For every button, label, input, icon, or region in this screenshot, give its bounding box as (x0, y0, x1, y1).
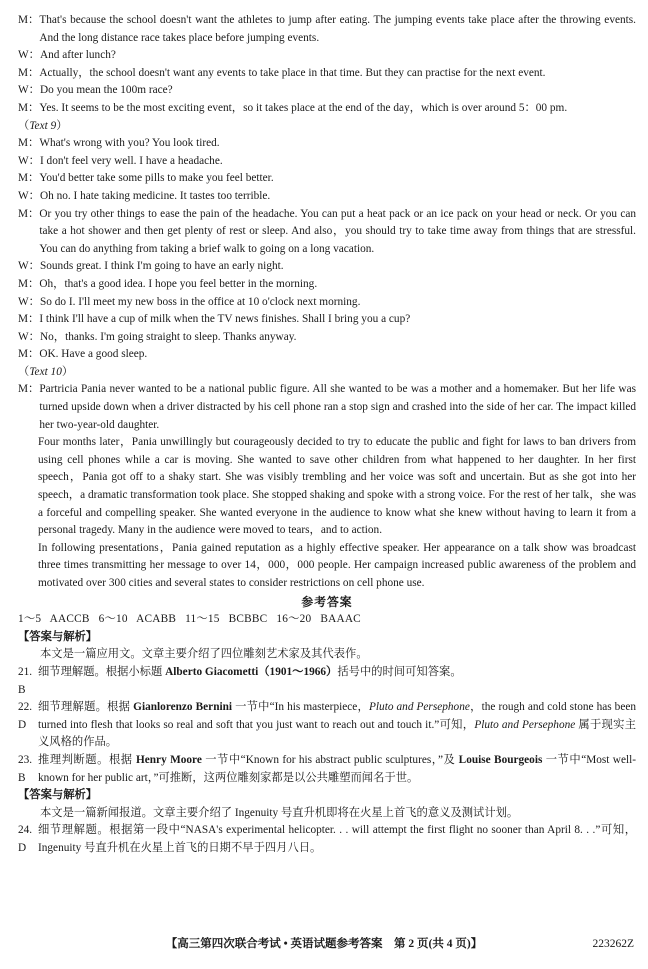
speaker-label: W： (18, 154, 40, 167)
text9-label (18, 118, 636, 136)
speaker-label: M： (18, 14, 40, 26)
dialogue-text: Do you mean the 100m race? (39, 84, 173, 97)
text10-label (18, 364, 636, 382)
speaker-label: W： (18, 49, 40, 62)
dialogue-text: OK. Have a good sleep. (39, 348, 148, 361)
speaker-label: W： (18, 189, 40, 202)
dialogue-text: I think I'll have a cup of milk when the TV news finishes. Shall I bring you a cup? (39, 313, 411, 326)
bold-reference: Gianlorenzo Bernini (133, 701, 233, 714)
text-segment: 一节中“In his masterpiece， (232, 701, 370, 714)
text10-paragraph-3: In following presentations，Pania gained reputation as a highly effective speaker. Her appearance on a talk show was broadcast three times transmitting her message to over 14，000，000 people. Her campaign increased public awareness of the problem and motivated over 300 cities and several states to consider restrictions on cell phone use. (38, 541, 636, 589)
dialogue-text: Or you try other things to ease the pain of the headache. You can put a heat pack or an ice pack on your head or neck. Or you can take a hot shower and then get plenty of rest or sleep. And also，you should try to take time away from things that are stressful. You can do anything from taking a brief walk to going on a long vacation. (39, 207, 636, 255)
speaker-label: M： (18, 277, 40, 290)
transcript-text8-continued (18, 12, 636, 118)
analysis-heading-1: 【答案与解析】 (18, 630, 98, 643)
dialogue-line (18, 47, 636, 65)
answer-key-title: 参考答案 (301, 594, 353, 609)
dialogue-text: So do I. I'll meet my new boss in the office at 10 o'clock next morning. (39, 295, 361, 308)
dialogue-text: No，thanks. I'm going straight to sleep. Thanks anyway. (39, 330, 297, 343)
speaker-label: W： (18, 330, 40, 343)
question-number: 21. B (18, 665, 33, 696)
question-number: 23. B (18, 753, 33, 784)
question-number: 24. D (18, 824, 33, 854)
text-segment: 一节中“Known for his abstract public sculptures，”及 (201, 753, 459, 766)
speaker-label: M： (18, 101, 40, 114)
bold-reference: Louise Bourgeois (458, 753, 543, 766)
analysis-heading-2: 【答案与解析】 (18, 789, 98, 802)
dialogue-line (18, 188, 636, 206)
dialogue-line (18, 346, 636, 364)
text9-label-close: ） (56, 119, 68, 132)
explanation-text (38, 752, 636, 787)
dialogue-text: I don't feel very well. I have a headache. (39, 154, 223, 167)
explanation-q23 (18, 752, 636, 787)
answer-key-line: 1～5 AACCB 6～10 ACABB 11～15 BCBBC 16～20 BAAAC (18, 613, 361, 626)
speaker-label: M： (18, 313, 40, 326)
dialogue-line (18, 153, 636, 171)
dialogue-line (18, 12, 636, 47)
text9-label-open: （ (18, 119, 30, 132)
explanation-text (38, 664, 636, 699)
dialogue-line (18, 170, 636, 188)
text-segment: 细节理解题。根据 (38, 701, 134, 714)
speaker-label: W： (18, 295, 40, 308)
dialogue-line (18, 258, 636, 276)
explanation-text (38, 699, 636, 752)
dialogue-line (18, 82, 636, 100)
text10-label-name: Text 10 (29, 365, 62, 378)
text-segment: 推理判断题。根据 (38, 753, 136, 766)
text10-paragraph-1: Partricia Pania never wanted to be a national public figure. All she wanted to be was a mother and a homemaker. But her life was turned upside down when a driver distracted by his cell phone ran a stop sign and crashed into the side of her car. The impact killed her two-year-old daughter. (39, 383, 636, 431)
footer-title: 【高三第四次联合考试 • 英语试题参考答案 第 2 页(共 4 页)】 (165, 938, 483, 950)
dialogue-line (18, 135, 636, 153)
speaker-label: M： (18, 383, 40, 396)
question-number: 22. D (18, 701, 33, 731)
transcript-text9 (18, 135, 636, 364)
dialogue-text: Sounds great. I think I'm going to have an early night. (39, 260, 284, 273)
explanation-text: 细节理解题。根据第一段中“NASA's experimental helicopter. . . will attempt the first flight no sooner than April 8. . .”可知，Ingenuity 号直升机在火星上首飞的日期不早于四月八日。 (38, 824, 636, 854)
text-segment: 细节理解题。根据小标题 (38, 665, 166, 678)
dialogue-line (18, 206, 636, 259)
explanation-q24 (18, 822, 636, 857)
italic-title: Pluto and Persephone (369, 701, 470, 714)
explanation-q21 (18, 664, 636, 699)
text10-paragraph-2: Four months later，Pania unwillingly but courageously decided to try to educate the public and fight for laws to ban drivers from using cell phones while a car is moving. She wanted to save other children from what happened to her daughter. In her first speech，Pania got off to a shaky start. She was visibly trembling and her voice was soft and uncertain. But as she got into her speech，a dramatic transformation took place. She stopped shaking and spoke with a strong voice. For the rest of her talk，she was a forceful and compelling speaker. She wanted everyone in the audience to know what she knew without having to learn it from a personal tragedy. Many in the audience were moved to tears，and to action. (38, 436, 636, 537)
speaker-label: M： (18, 348, 40, 361)
text10-monologue (18, 381, 636, 434)
bold-reference: Alberto Giacometti（1901～1966） (165, 665, 338, 678)
speaker-label: M： (18, 66, 40, 79)
text10-label-close: ） (61, 365, 74, 378)
text10-label-open: （ (18, 365, 30, 378)
dialogue-text: You'd better take some pills to make you feel better. (39, 172, 274, 185)
dialogue-line (18, 276, 636, 294)
bold-reference: Henry Moore (135, 753, 202, 766)
text-segment: ，the rough and cold stone has been turned into flesh that looks so real and soft that you just want to reach out and touch it.”可知， (38, 701, 636, 731)
dialogue-text: Actually，the school doesn't want any events to take place in that time. But they can practise for the next event. (39, 66, 546, 79)
speaker-label: M： (18, 137, 40, 150)
text-segment: 属于现实主义风格的作品。 (38, 718, 636, 749)
text-segment: 一节中“Most well-known for her public art，”可推断，这两位雕刻家都是以公共雕塑而闻名于世。 (38, 753, 637, 784)
dialogue-line (18, 65, 636, 83)
speaker-label: W： (18, 260, 40, 273)
dialogue-text: That's because the school doesn't want the athletes to jump after eating. The jumping events take place after the throwing events. And the long distance race takes place before jumping events. (39, 14, 636, 44)
dialogue-line (18, 294, 636, 312)
document-code: 223262Z (592, 938, 634, 950)
speaker-label: M： (18, 172, 40, 185)
italic-title: Pluto and Persephone (474, 718, 576, 731)
dialogue-text: Yes. It seems to be the most exciting event，so it takes place at the end of the day，which is over around 5：00 pm. (39, 101, 568, 114)
explanation-q22 (18, 699, 636, 752)
analysis-intro-1: 本文是一篇应用文。文章主要介绍了四位雕刻艺术家及其代表作。 (40, 648, 368, 661)
dialogue-line (18, 329, 636, 347)
text9-label-name: Text 9 (29, 119, 57, 132)
dialogue-text: And after lunch? (39, 49, 116, 62)
dialogue-line (18, 311, 636, 329)
dialogue-text: Oh，that's a good idea. I hope you feel better in the morning. (39, 277, 318, 290)
speaker-label: M： (18, 207, 40, 220)
dialogue-text: What's wrong with you? You look tired. (39, 137, 220, 150)
dialogue-line (18, 100, 636, 118)
dialogue-text: Oh no. I hate taking medicine. It tastes too terrible. (39, 189, 271, 202)
text-segment: 括号中的时间可知答案。 (337, 665, 462, 678)
page-footer (0, 936, 648, 958)
speaker-label: W： (18, 84, 40, 97)
analysis-intro-2: 本文是一篇新闻报道。文章主要介绍了 Ingenuity 号直升机即将在火星上首飞的意义及测试计划。 (40, 806, 519, 819)
